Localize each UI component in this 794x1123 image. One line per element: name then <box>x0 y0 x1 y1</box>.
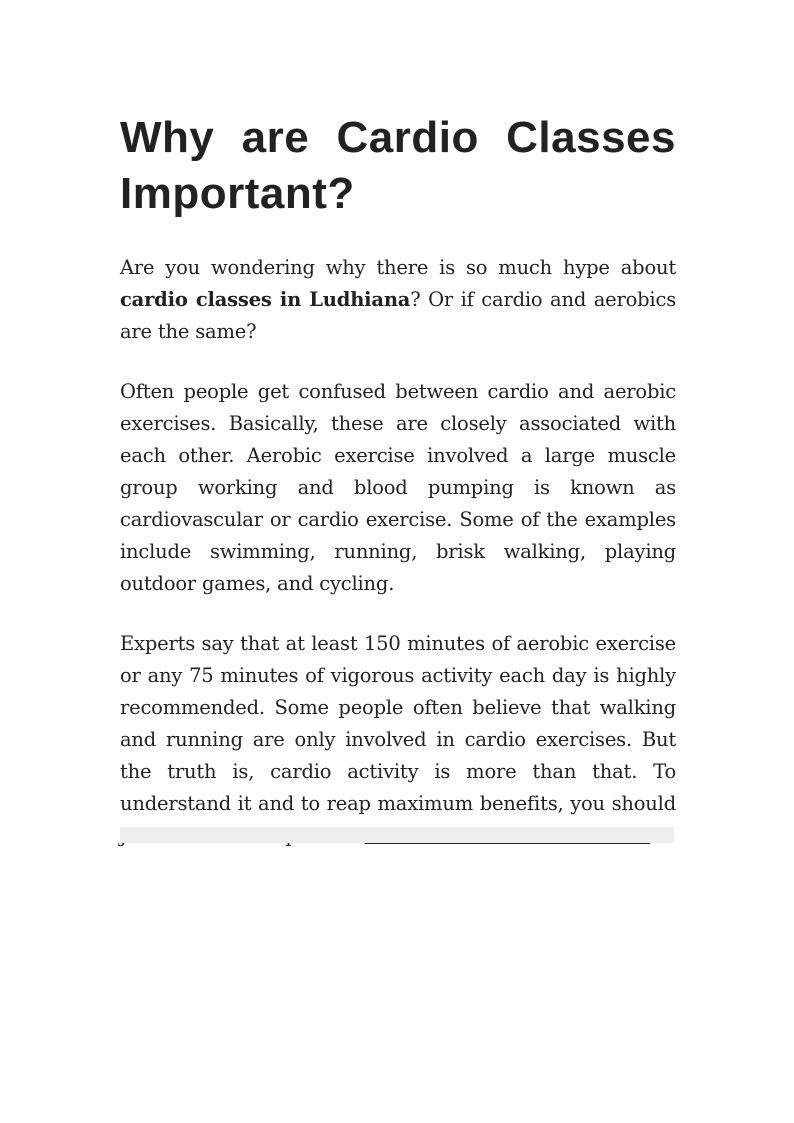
recommendation-paragraph <box>120 628 676 852</box>
intro-paragraph <box>120 252 676 348</box>
article <box>120 110 676 880</box>
intro-text: Are you wondering why there is so much hype about <box>120 256 676 279</box>
intro-text-end: ? Or if cardio and aerobics are the same? <box>120 288 676 343</box>
page-title: Why are Cardio Classes Important? <box>120 113 676 218</box>
divider-bar <box>120 827 674 843</box>
explanation-paragraph: Often people get confused between cardio and aerobic exercises. Basically, these are closely associated with each other. Aerobic exercise involved a large muscle group working and blood pumping is known as cardiovascular or cardio exercise. Some of the examples include swimming, running, brisk walking, playing outdoor games, and cycling. <box>120 380 676 595</box>
intro-bold-keyword: cardio classes in Ludhiana <box>120 288 411 311</box>
recommendation-text: Experts say that at least 150 minutes of aerobic exercise or any 75 minutes of vigorous activity each day is highly recommended. Some people often believe that walking and running are only involved in cardio exercises. But the truth is, cardio activity is more than that. To understand it and to reap maximum benefits, you should <box>120 632 676 815</box>
